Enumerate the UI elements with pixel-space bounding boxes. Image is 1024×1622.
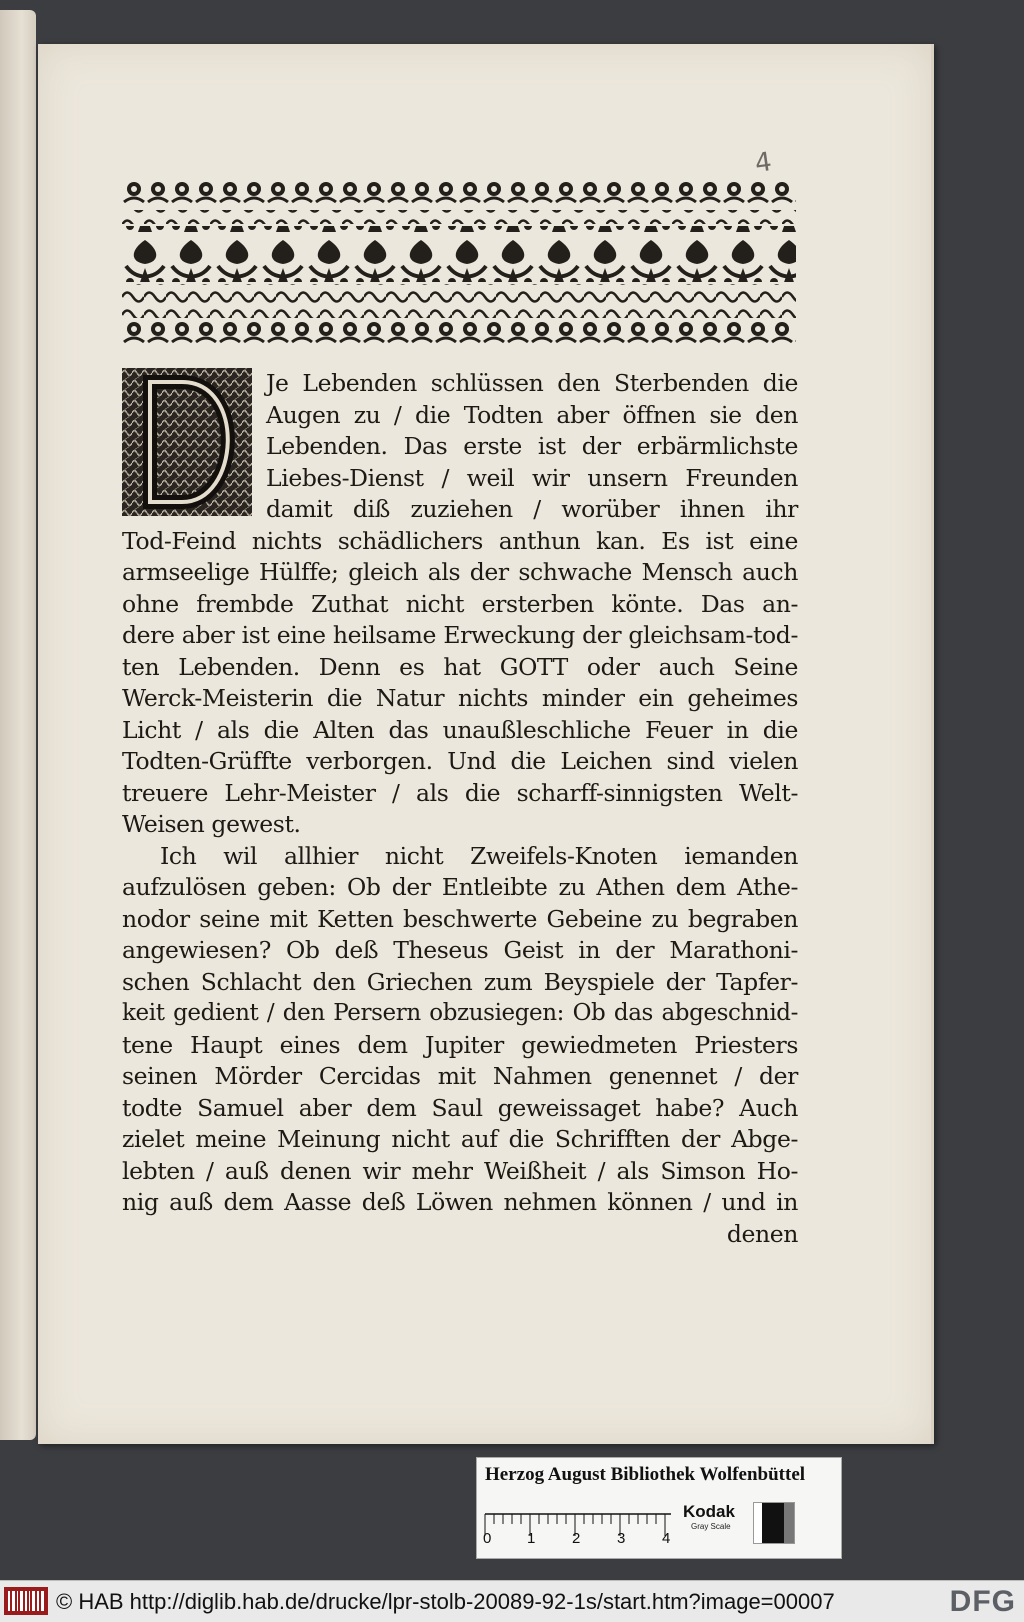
text-line: angewiesen? Ob deß Theseus Geist in der Marathoni- (122, 936, 798, 964)
text-line: lebten / auß denen wir mehr Weißheit / als Simson Ho- (122, 1156, 798, 1185)
text-line: seinen Mörder Cercidas mit Nahmen genennet / der (122, 1062, 798, 1090)
scale-number: 3 (617, 1530, 626, 1547)
footer-bar (0, 1580, 1024, 1622)
text-line: Augen zu / die Todten aber öffnen sie den (266, 400, 798, 429)
text-line: Tod-Feind nichts schädlichers anthun kan. Es ist eine (122, 526, 798, 555)
adjacent-page-edge (0, 10, 36, 1440)
scale-number: 0 (483, 1530, 492, 1547)
gray-scale-swatch (753, 1502, 795, 1544)
text-line: armseelige Hülffe; gleich als der schwache Mensch auch (122, 558, 798, 586)
text-line: schen Schlacht den Griechen zum Beyspiele der Tapfer- (122, 967, 798, 996)
barcode-icon (4, 1587, 48, 1615)
scale-number: 1 (527, 1530, 536, 1547)
text-line: todte Samuel aber dem Saul geweissaget habe? Auch (122, 1093, 798, 1122)
text-line: damit diß zuziehen / worüber ihnen ihr (266, 495, 798, 523)
text-line: ten Lebenden. Denn es hat GOTT oder auch Seine (122, 652, 798, 681)
text-line: Liebes-Dienst / weil wir unsern Freunden (266, 463, 798, 492)
text-line: aufzulösen geben: Ob der Entleibte zu Athen dem Athe- (122, 873, 798, 901)
dfg-logo: DFG (949, 1585, 1016, 1618)
text-line: keit gedient / den Persern obzusiegen: Ob das abgeschnid- (122, 1000, 798, 1026)
catchword: denen (726, 1219, 798, 1248)
gray-scale-caption: Gray Scale (691, 1522, 731, 1531)
kodak-brand: Kodak (683, 1502, 735, 1521)
text-line: dere aber ist eine heilsame Erweckung der gleichsam-tod- (122, 621, 798, 649)
body-text (122, 368, 798, 1250)
scale-ruler (483, 1498, 673, 1556)
folio-number: 4 (752, 146, 774, 180)
text-line: Licht / als die Alten das unaußleschliche Feuer in die (122, 715, 798, 744)
text-line: nig auß dem Aasse deß Löwen nehmen können / und in (122, 1188, 798, 1216)
source-url[interactable]: © HAB http://diglib.hab.de/drucke/lpr-stolb-20089-92-1s/start.htm?image=00007 (56, 1589, 835, 1614)
text-line: treuere Lehr-Meister / als die scharff-sinnigsten Welt- (122, 778, 798, 807)
text-line: ohne frembde Zuthat nicht ersterben könte. Das an- (122, 589, 798, 618)
scale-number: 2 (572, 1530, 581, 1547)
text-line: Je Lebenden schlüssen den Sterbenden die (266, 369, 798, 397)
scale-number: 4 (662, 1530, 671, 1547)
text-line: nodor seine mit Ketten beschwerte Gebeine zu begraben (122, 904, 798, 933)
text-line: Ich wil allhier nicht Zweifels-Knoten iemanden (160, 841, 798, 870)
text-line: Lebenden. Das erste ist der erbärmlichste (266, 432, 798, 460)
text-line: tene Haupt eines dem Jupiter gewiedmeten Priesters (122, 1030, 798, 1059)
text-line: Weisen gewest. (122, 810, 301, 838)
text-line: Todten-Grüffte verborgen. Und die Leichen sind vielen (122, 747, 798, 775)
library-name: Herzog August Bibliothek Wolfenbüttel (485, 1464, 806, 1485)
decorative-header-band (122, 180, 796, 348)
text-line: Werck-Meisterin die Natur nichts minder ein geheimes (122, 684, 798, 712)
text-line: zielet meine Meinung nicht auf die Schrifften der Abge- (122, 1125, 798, 1153)
document-page (38, 44, 934, 1444)
library-color-label (476, 1457, 842, 1559)
